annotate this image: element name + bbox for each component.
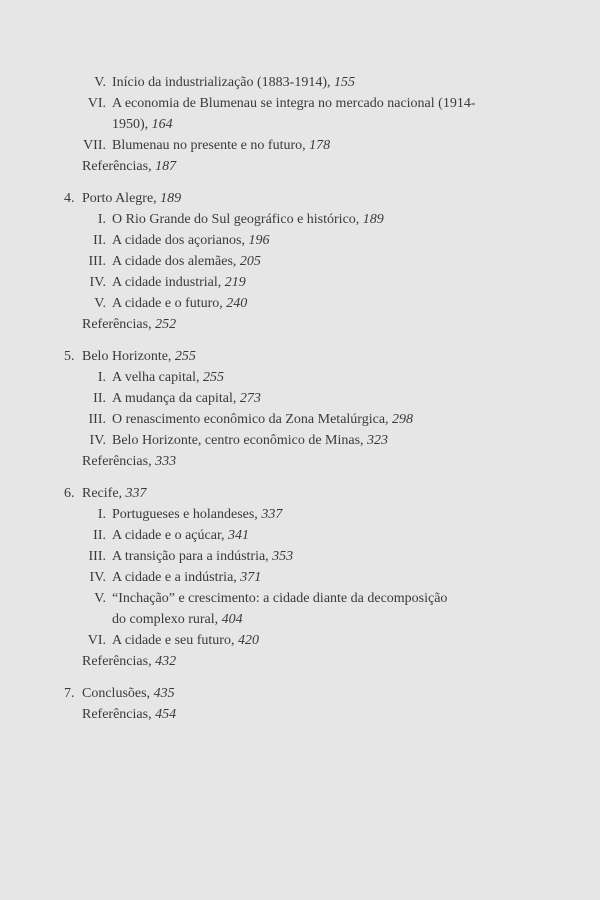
- page-number: 255: [174, 349, 196, 364]
- section-numeral: V.: [94, 296, 106, 311]
- section-title: [112, 632, 259, 650]
- section-title: [112, 411, 413, 429]
- page-number: 189: [362, 212, 384, 227]
- page-number: 164: [151, 117, 173, 132]
- references-label: Referências,: [82, 454, 156, 469]
- section-title-text: O renascimento econômico da Zona Metalúrgica,: [112, 412, 393, 427]
- section-numeral: VI.: [87, 633, 106, 648]
- section-numeral: VI.: [87, 96, 106, 111]
- section-numeral: I.: [97, 370, 106, 385]
- chapter-number: 5.: [64, 349, 75, 364]
- chapter-number: 4.: [64, 191, 75, 206]
- references-entry: [82, 316, 176, 334]
- section-title-text: O Rio Grande do Sul geográfico e histórico,: [112, 212, 363, 227]
- section-title-text: A cidade dos açorianos,: [112, 233, 249, 248]
- page-number: 178: [309, 138, 331, 153]
- page-number: 240: [226, 296, 248, 311]
- section-title-text: Referências,: [82, 159, 156, 174]
- section-title-text: A cidade e o açúcar,: [112, 528, 229, 543]
- section-numeral: II.: [93, 391, 106, 406]
- section-numeral: III.: [88, 412, 106, 427]
- chapter-title-text: Conclusões,: [82, 686, 154, 701]
- section-title: [112, 506, 282, 524]
- section-title-text: A cidade e seu futuro,: [112, 633, 238, 648]
- section-numeral: II.: [93, 528, 106, 543]
- section-numeral: I.: [97, 507, 106, 522]
- references-entry: [82, 453, 176, 471]
- page-number: 252: [155, 317, 177, 332]
- section-title: [112, 548, 293, 566]
- section-title-text: Início da industrialização (1883-1914),: [112, 75, 334, 90]
- section-title: [112, 569, 261, 587]
- section-title: [112, 611, 243, 629]
- section-numeral: VII.: [83, 138, 106, 153]
- page-number: 155: [333, 75, 355, 90]
- page-number: 404: [221, 612, 243, 627]
- page-number: 337: [261, 507, 283, 522]
- section-title-text: A economia de Blumenau se integra no mercado nacional (1914-: [112, 96, 476, 111]
- page-number: 205: [239, 254, 261, 269]
- section-title: [112, 211, 384, 229]
- section-title: [112, 232, 269, 250]
- section-title: [112, 295, 247, 313]
- section-title-text: Blumenau no presente e no futuro,: [112, 138, 310, 153]
- section-title-text: A cidade e a indústria,: [112, 570, 241, 585]
- chapter-title: [82, 190, 181, 208]
- section-numeral: IV.: [89, 433, 106, 448]
- section-numeral: V.: [94, 75, 106, 90]
- chapter-title-text: Recife,: [82, 486, 126, 501]
- section-title: [112, 432, 388, 450]
- page-number: 333: [155, 454, 177, 469]
- section-title: [112, 74, 355, 92]
- section-numeral: III.: [88, 254, 106, 269]
- page-number: 337: [125, 486, 147, 501]
- page-number: 255: [202, 370, 224, 385]
- section-title-text: A transição para a indústria,: [112, 549, 273, 564]
- page-number: 323: [367, 433, 389, 448]
- section-title-text: Portugueses e holandeses,: [112, 507, 262, 522]
- page-number: 353: [272, 549, 294, 564]
- section-numeral: III.: [88, 549, 106, 564]
- chapter-number: 6.: [64, 486, 75, 501]
- section-title: [112, 369, 224, 387]
- section-title: [112, 95, 476, 113]
- page-number: 435: [153, 686, 175, 701]
- section-title: [112, 590, 447, 608]
- section-title-text: Belo Horizonte, centro econômico de Minas,: [112, 433, 368, 448]
- references-label: Referências,: [82, 654, 156, 669]
- section-title: [112, 253, 261, 271]
- section-numeral: IV.: [89, 275, 106, 290]
- section-title-text: do complexo rural,: [112, 612, 222, 627]
- section-title-text: 1950),: [112, 117, 152, 132]
- section-title-text: A velha capital,: [112, 370, 203, 385]
- page-number: 341: [228, 528, 250, 543]
- page-number: 371: [240, 570, 262, 585]
- chapter-title-text: Porto Alegre,: [82, 191, 161, 206]
- chapter-title: [82, 685, 175, 703]
- section-title: [112, 274, 246, 292]
- references-entry: [82, 653, 176, 671]
- page-number: 432: [155, 654, 177, 669]
- references-entry: [82, 706, 176, 724]
- section-title: [112, 116, 173, 134]
- section-title-text: “Inchação” e crescimento: a cidade diante da decomposição: [112, 591, 448, 606]
- chapter-title-text: Belo Horizonte,: [82, 349, 175, 364]
- section-numeral: II.: [93, 233, 106, 248]
- chapter-title: [82, 485, 147, 503]
- section-title-text: A cidade dos alemães,: [112, 254, 240, 269]
- page-number: 187: [155, 159, 177, 174]
- section-numeral: I.: [97, 212, 106, 227]
- section-title: [112, 390, 261, 408]
- section-title: [112, 137, 330, 155]
- page-number: 298: [392, 412, 414, 427]
- section-numeral: IV.: [89, 570, 106, 585]
- chapter-number: 7.: [64, 686, 75, 701]
- page-number: 219: [224, 275, 246, 290]
- section-title-text: A mudança da capital,: [112, 391, 240, 406]
- section-title-text: A cidade industrial,: [112, 275, 225, 290]
- references-label: Referências,: [82, 317, 156, 332]
- section-title-text: A cidade e o futuro,: [112, 296, 227, 311]
- page-number: 273: [239, 391, 261, 406]
- page-number: 189: [160, 191, 182, 206]
- section-numeral: V.: [94, 591, 106, 606]
- page-number: 196: [248, 233, 270, 248]
- references-label: Referências,: [82, 707, 156, 722]
- section-title: [82, 158, 176, 176]
- chapter-title: [82, 348, 196, 366]
- page-number: 420: [237, 633, 259, 648]
- page-number: 454: [155, 707, 177, 722]
- section-title: [112, 527, 249, 545]
